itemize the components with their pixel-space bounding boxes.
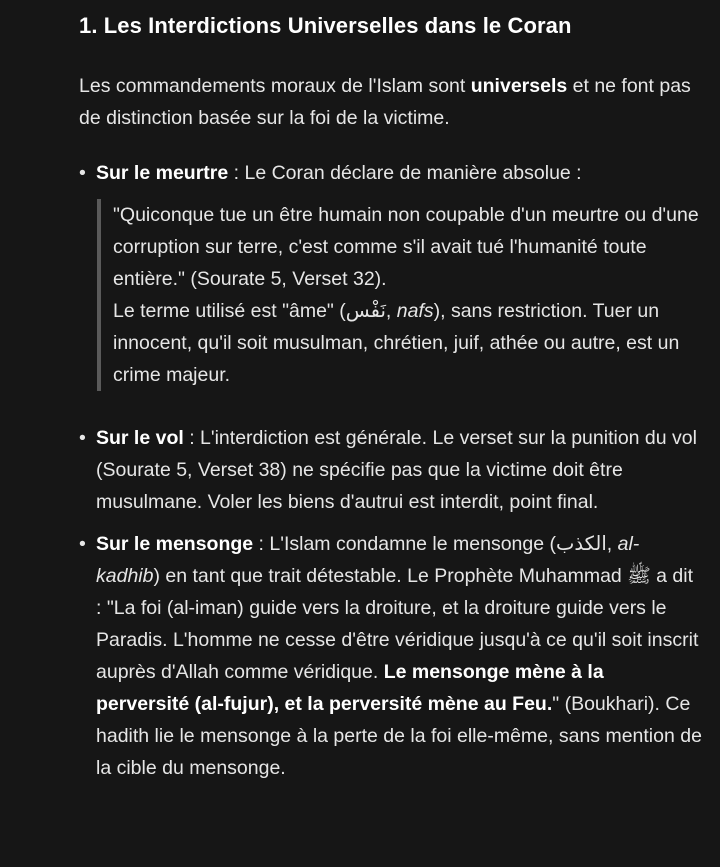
section-heading: 1. Les Interdictions Universelles dans le Coran [79,13,572,38]
intro-bold: universels [470,75,568,97]
bullet-dot: • [79,533,86,555]
quote-italic-term: nafs [396,300,434,322]
bullet-list [79,157,702,784]
quote-arabic-term: نَفْس [345,300,386,322]
intro-text-after: et ne font pas de distinction basée sur la foi de la victime. [79,75,691,129]
quote-commentary-before: Le terme utilisé est "âme" ( [113,300,346,322]
bullet-mensonge-text3: a dit : "La foi (al-iman) guide vers la droiture, et la droiture guide vers le Paradis. L'homme ne cesse d'être véridique jusqu'à ce qu'il soit inscrit auprès d'Allah comme véridique. [96,565,699,683]
bullet-mensonge-bold-quote: Le mensonge mène à la perversité (al-fujur), et la perversité mène au Feu. [96,661,604,715]
bullet-meurtre-text: : Le Coran déclare de manière absolue : [228,162,582,184]
bullet-dot: • [79,162,86,184]
bullet-mensonge-text4: " (Boukhari). Ce hadith lie le mensonge à la perte de la foi elle-même, sans mention de la cible du mensonge. [96,693,702,779]
mensonge-sep: , [606,533,618,555]
honorific-glyph: ﷺ [627,565,651,587]
quote-commentary-after: ), sans restriction. Tuer un innocent, qu'il soit musulman, chrétien, juif, athée ou autre, est un crime majeur. [113,300,680,386]
mensonge-arabic-term: الكذب [556,533,607,555]
bullet-vol [79,422,702,518]
intro-paragraph [79,70,702,134]
quote-commentary [113,295,702,391]
quote-sep: , [385,300,397,322]
blockquote-meurtre [97,199,702,391]
bullet-dot: • [79,427,86,449]
bullet-meurtre [79,157,702,391]
bullet-mensonge-title: Sur le mensonge [96,533,254,555]
bullet-meurtre-title: Sur le meurtre [96,162,229,184]
quote-verse: "Quiconque tue un être humain non coupable d'un meurtre ou d'une corruption sur terre, c'est comme s'il avait tué l'humanité toute entière." (Sourate 5, Verset 32). [113,204,699,290]
bullet-mensonge-text2: ) en tant que trait détestable. Le Prophète Muhammad [153,565,628,587]
bullet-vol-title: Sur le vol [96,427,184,449]
bullet-mensonge [79,528,702,784]
intro-text-before: Les commandements moraux de l'Islam sont [79,75,471,97]
bullet-mensonge-text1: : L'Islam condamne le mensonge ( [253,533,557,555]
mensonge-italic-term: al-kadhib [96,533,640,587]
bullet-vol-text: : L'interdiction est générale. Le verset sur la punition du vol (Sourate 5, Verset 38) ne spécifie pas que la victime doit être musulmane. Voler les biens d'autrui est interdit, point final. [96,427,697,513]
